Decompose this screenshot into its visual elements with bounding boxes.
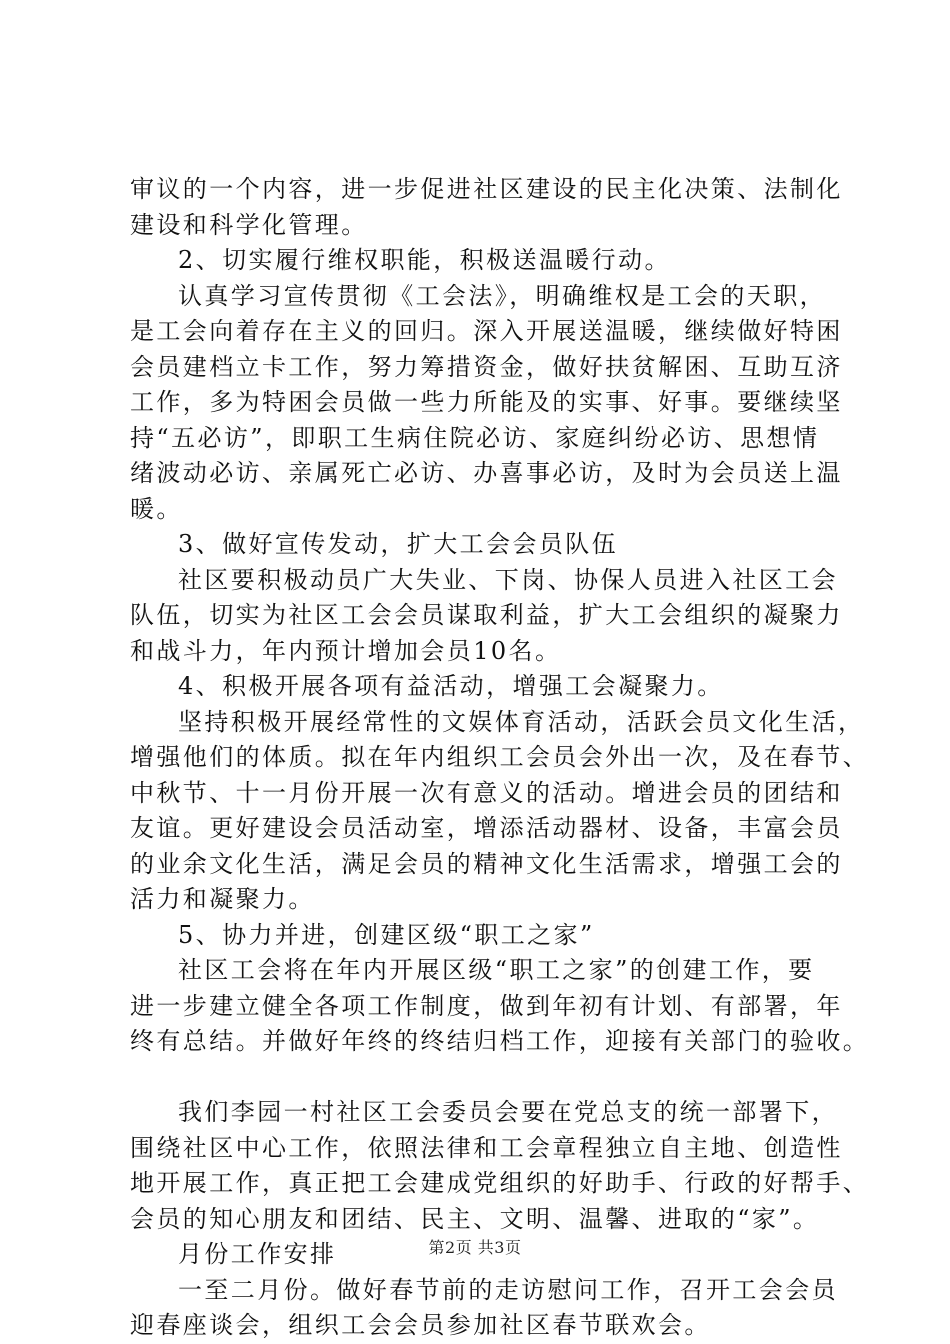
paragraph	[130, 172, 850, 243]
text-line: 我们李园一村社区工会委员会要在党总支的统一部署下，	[178, 1098, 838, 1126]
text-line: 工作，多为特困会员做一些力所能及的实事、好事。要继续坚	[130, 388, 843, 416]
text-line: 社区工会将在年内开展区级“职工之家”的创建工作，要	[178, 956, 815, 984]
paragraph	[130, 705, 870, 918]
text-line: 进一步建立健全各项工作制度，做到年初有计划、有部署，年	[130, 991, 843, 1020]
text-line: 的业余文化生活，满足会员的精神文化生活需求，增强工会的	[130, 849, 843, 878]
paragraph	[130, 1095, 870, 1237]
text-line: 队伍，切实为社区工会会员谋取利益，扩大工会组织的凝聚力	[130, 601, 843, 629]
text-line: 友谊。更好建设会员活动室，增添活动器材、设备，丰富会员	[130, 814, 843, 842]
page-footer: 第2页 共3页	[428, 1238, 522, 1257]
text-line: 社区要积极动员广大失业、下岗、协保人员进入社区工会	[178, 565, 838, 594]
text-line: 中秋节、十一月份开展一次有意义的活动。增进会员的团结和	[130, 778, 843, 807]
section-heading	[130, 669, 850, 705]
text-line	[130, 1060, 850, 1096]
document-body	[130, 172, 870, 1344]
paragraph	[130, 1273, 850, 1344]
text-line: 活力和凝聚力。	[130, 885, 315, 913]
text-line: 持“五必访”，即职工生病住院必访、家庭纠纷必访、思想情	[130, 423, 820, 452]
paragraph	[130, 953, 870, 1060]
text-line: 5、协力并进，创建区级“职工之家”	[178, 920, 595, 949]
text-line: 审议的一个内容，进一步促进社区建设的民主化决策、法制化	[130, 175, 843, 203]
text-line: 终有总结。并做好年终的终结归档工作，迎接有关部门的验收。	[130, 1027, 870, 1055]
text-line: 会员建档立卡工作，努力筹措资金，做好扶贫解困、互助互济	[130, 352, 843, 381]
text-line: 认真学习宣传贯彻《工会法》，明确维权是工会的天职，	[178, 281, 826, 310]
paragraph	[130, 563, 850, 670]
text-line: 绪波动必访、亲属死亡必访、办喜事必访，及时为会员送上温	[130, 459, 843, 487]
text-line: 2、切实履行维权职能，积极送温暖行动。	[178, 246, 671, 274]
text-line: 增强他们的体质。拟在年内组织工会员会外出一次，及在春节、	[130, 743, 870, 771]
text-line: 迎春座谈会，组织工会会员参加社区春节联欢会。	[130, 1311, 711, 1339]
section-heading	[130, 918, 850, 954]
text-line: 月份工作安排	[178, 1240, 337, 1268]
text-line: 建设和科学化管理。	[130, 210, 368, 239]
text-line: 暖。	[130, 494, 183, 523]
text-line: 3、做好宣传发动，扩大工会会员队伍	[178, 530, 619, 558]
blank-line	[130, 1060, 850, 1096]
section-heading	[130, 243, 850, 279]
text-line: 围绕社区中心工作，依照法律和工会章程独立自主地、创造性	[130, 1133, 843, 1162]
text-line: 和战斗力，年内预计增加会员10名。	[130, 636, 562, 665]
section-heading	[130, 527, 850, 563]
text-line: 4、积极开展各项有益活动，增强工会凝聚力。	[178, 672, 724, 700]
text-line: 一至二月份。做好春节前的走访慰问工作，召开工会会员	[178, 1275, 838, 1304]
text-line: 是工会向着存在主义的回归。深入开展送温暖，继续做好特困	[130, 317, 843, 345]
text-line: 地开展工作，真正把工会建成党组织的好助手、行政的好帮手、	[130, 1169, 870, 1197]
text-line: 坚持积极开展经常性的文娱体育活动，活跃会员文化生活，	[178, 707, 865, 736]
paragraph	[130, 279, 850, 528]
text-line: 会员的知心朋友和团结、民主、文明、温馨、进取的“家”。	[130, 1204, 820, 1233]
